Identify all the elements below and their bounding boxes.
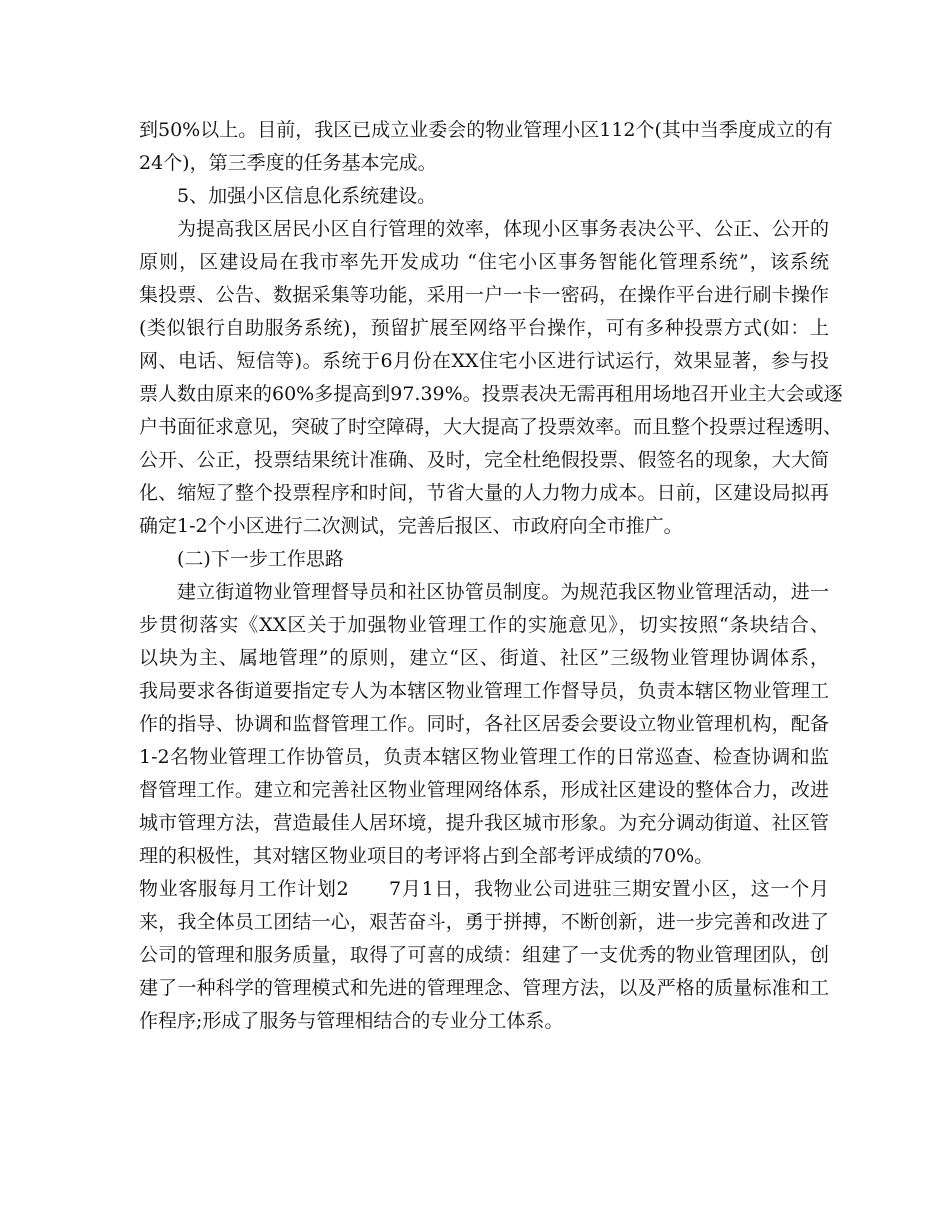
text-line: 票人数由原来的60%多提高到97.39%。投票表决无需再租用场地召开业主大会或逐 xyxy=(139,383,843,405)
section-heading: 5、加强小区信息化系统建设。 xyxy=(177,185,437,207)
text-line: 1-2名物业管理工作协管员，负责本辖区物业管理工作的日常巡查、检查协调和监 xyxy=(139,746,829,768)
text-line: 原则，区建设局在我市率先开发成功 “住宅小区事务智能化管理系统”，该系统 xyxy=(139,251,829,273)
document-body xyxy=(139,114,843,1038)
text-line: 集投票、公告、数据采集等功能，采用一户一卡一密码，在操作平台进行刷卡操作 xyxy=(139,284,829,306)
text-line: 建了一种科学的管理模式和先进的管理理念、管理方法，以及严格的质量标准和工 xyxy=(139,977,829,999)
text-line: 化、缩短了整个投票程序和时间，节省大量的人力物力成本。日前，区建设局拟再 xyxy=(139,482,829,504)
text-line: 理的积极性，其对辖区物业项目的考评将占到全部考评成绩的70%。 xyxy=(139,845,714,867)
text-line: 来，我全体员工团结一心，艰苦奋斗，勇于拼搏，不断创新，进一步完善和改进了 xyxy=(139,911,829,933)
text-line: 物业客服每月工作计划2 7月1日，我物业公司进驻三期安置小区，这一个月 xyxy=(139,878,829,900)
text-line: 以块为主、属地管理”的原则，建立“区、街道、社区”三级物业管理协调体系， xyxy=(139,647,829,669)
text-line: 户书面征求意见，突破了时空障碍，大大提高了投票效率。而且整个投票过程透明、 xyxy=(139,416,843,438)
section-heading: (二)下一步工作思路 xyxy=(177,548,344,570)
text-line: 到50%以上。目前，我区已成立业委会的物业管理小区112个(其中当季度成立的有 xyxy=(139,119,833,141)
text-line: 公司的管理和服务质量，取得了可喜的成绩：组建了一支优秀的物业管理团队，创 xyxy=(139,944,829,966)
text-line: 确定1-2个小区进行二次测试，完善后报区、市政府向全市推广。 xyxy=(139,515,683,537)
text-line: 我局要求各街道要指定专人为本辖区物业管理工作督导员，负责本辖区物业管理工 xyxy=(139,680,829,702)
text-line: 城市管理方法，营造最佳人居环境，提升我区城市形象。为充分调动街道、社区管 xyxy=(139,812,829,834)
text-line: 网、电话、短信等)。系统于6月份在XX住宅小区进行试运行，效果显著，参与投 xyxy=(139,350,829,372)
text-line: 督管理工作。建立和完善社区物业管理网络体系，形成社区建设的整体合力，改进 xyxy=(139,779,829,801)
text-line: 建立街道物业管理督导员和社区协管员制度。为规范我区物业管理活动，进一 xyxy=(177,581,829,603)
text-line: 作的指导、协调和监督管理工作。同时，各社区居委会要设立物业管理机构，配备 xyxy=(139,713,829,735)
text-line: 公开、公正，投票结果统计准确、及时，完全杜绝假投票、假签名的现象，大大简 xyxy=(139,449,829,471)
text-line: (类似银行自助服务系统)，预留扩展至网络平台操作，可有多种投票方式(如：上 xyxy=(139,317,829,339)
text-line: 24个)，第三季度的任务基本完成。 xyxy=(139,152,437,174)
text-line: 为提高我区居民小区自行管理的效率，体现小区事务表决公平、公正、公开的 xyxy=(177,218,829,240)
text-line: 步贯彻落实《XX区关于加强物业管理工作的实施意见》，切实按照“条块结合、 xyxy=(139,614,829,636)
text-line: 作程序;形成了服务与管理相结合的专业分工体系。 xyxy=(139,1010,564,1032)
